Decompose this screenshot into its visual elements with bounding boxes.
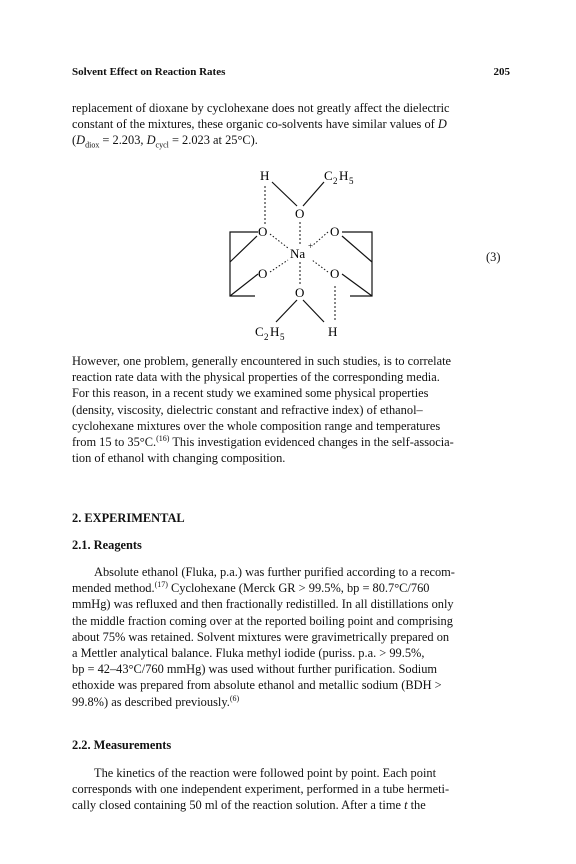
sodium-charge: + [308, 241, 314, 251]
coordination-bond [270, 234, 288, 248]
text-line: tion of ethanol with changing composition. [72, 451, 286, 466]
ring-bond [230, 236, 257, 262]
ring-bond [230, 232, 258, 296]
section-heading-experimental: 2. EXPERIMENTAL [72, 511, 185, 525]
text-line: However, one problem, generally encountered in such studies, is to correlate [72, 354, 452, 368]
text-line: The kinetics of the reaction were followed point by point. Each point [94, 766, 437, 780]
coordination-bond [312, 260, 328, 272]
intro-paragraph [72, 100, 512, 149]
bottom-ethyl-5: 5 [280, 332, 285, 342]
oxygen-lower-right: O [330, 266, 340, 281]
sodium-crown-complex-diagram [200, 166, 400, 346]
text-line: mended method.$^{(17)}$ Cyclohexane (Merck GR > 99.5%, bp = 80.7°C/760 [72, 580, 430, 596]
text-line: (density, viscosity, dielectric constant and refractive index) of ethanol– [72, 402, 423, 417]
bond [272, 182, 297, 206]
text-line: ethoxide was prepared from absolute ethanol and metallic sodium (BDH > [72, 678, 442, 693]
top-ethyl-5: 5 [349, 176, 354, 186]
oxygen-upper-right: O [330, 224, 340, 239]
sodium-label: Na [290, 246, 306, 261]
text-line: cally closed containing 50 ml of the reaction solution. After a time t the [72, 798, 426, 813]
citation: (16) [156, 433, 170, 443]
running-head [72, 66, 510, 78]
ring-bond [342, 236, 372, 262]
text-line: bp = 42–43°C/760 mmHg) was used without further purification. Sodium [72, 662, 438, 677]
top-ethyl-c: C [324, 168, 333, 183]
running-title: Solvent Effect on Reaction Rates [72, 66, 226, 78]
bottom-ethyl-2: 2 [264, 332, 269, 342]
top-ethyl-2: 2 [333, 176, 338, 186]
bond [276, 300, 297, 322]
text-line: reaction rate data with the physical properties of the corresponding media. [72, 370, 440, 385]
top-ethyl-h: H [339, 168, 349, 183]
section-heading-reagents: 2.1. Reagents [72, 538, 142, 552]
text-line: Absolute ethanol (Fluka, p.a.) was further purified according to a recom- [94, 565, 455, 579]
paragraph-measurements [72, 765, 512, 814]
text-line: from 15 to 35°C.$^{(16)}$ This investigation evidenced changes in the self-associa- [72, 433, 454, 450]
bond [303, 182, 324, 206]
text-line: mmHg) was refluxed and then fractionally redistilled. In all distillations only [72, 597, 454, 612]
top-h-label: H [260, 168, 270, 183]
text-line: 99.8%) as described previously.$^{(6)}$ [72, 693, 240, 709]
page-number: 205 [493, 66, 510, 78]
text-line: cyclohexane mixtures over the whole composition range and temperatures [72, 418, 441, 433]
paragraph-reagents [72, 564, 512, 710]
oxygen-lower-left: O [258, 266, 268, 281]
citation: (17) [154, 580, 168, 590]
bottom-ethyl-c: C [255, 324, 264, 339]
citation: (6) [229, 693, 240, 703]
text-line: ($D_{diox} = 2.203$, $D_{cycl} = 2.023$ at 25°C). [72, 133, 258, 150]
equation-number: (3) [486, 250, 501, 264]
text-line: about 75% was retained. Solvent mixtures were gravimetrically prepared on [72, 629, 450, 644]
oxygen-upper-left: O [258, 224, 268, 239]
section-heading-measurements: 2.2. Measurements [72, 738, 172, 752]
text-line: replacement of dioxane by cyclohexane does not greatly affect the dielectric [72, 101, 450, 115]
coordination-bond [312, 232, 328, 246]
bottom-oxygen: O [295, 285, 305, 300]
ring-bond [342, 274, 372, 296]
text-line: constant of the mixtures, these organic co-solvents have similar values of D [72, 117, 447, 132]
bond [303, 300, 324, 322]
coordination-bond [270, 260, 288, 272]
paragraph-physical-properties [72, 353, 512, 466]
bottom-ethyl-h: H [270, 324, 280, 339]
text-line: a Mettler analytical balance. Fluka methyl iodide (puriss. p.a. > 99.5%, [72, 646, 425, 661]
ring-bond [230, 274, 258, 296]
text-line: the middle fraction coming over at the reported boiling point and comprising [72, 613, 453, 628]
text-line: For this reason, in a recent study we examined some physical properties [72, 386, 429, 401]
ring-bond [342, 232, 372, 296]
bottom-h-label: H [328, 324, 338, 339]
text-line: corresponds with one independent experiment, performed in a tube hermeti- [72, 782, 450, 797]
top-oxygen: O [295, 206, 305, 221]
